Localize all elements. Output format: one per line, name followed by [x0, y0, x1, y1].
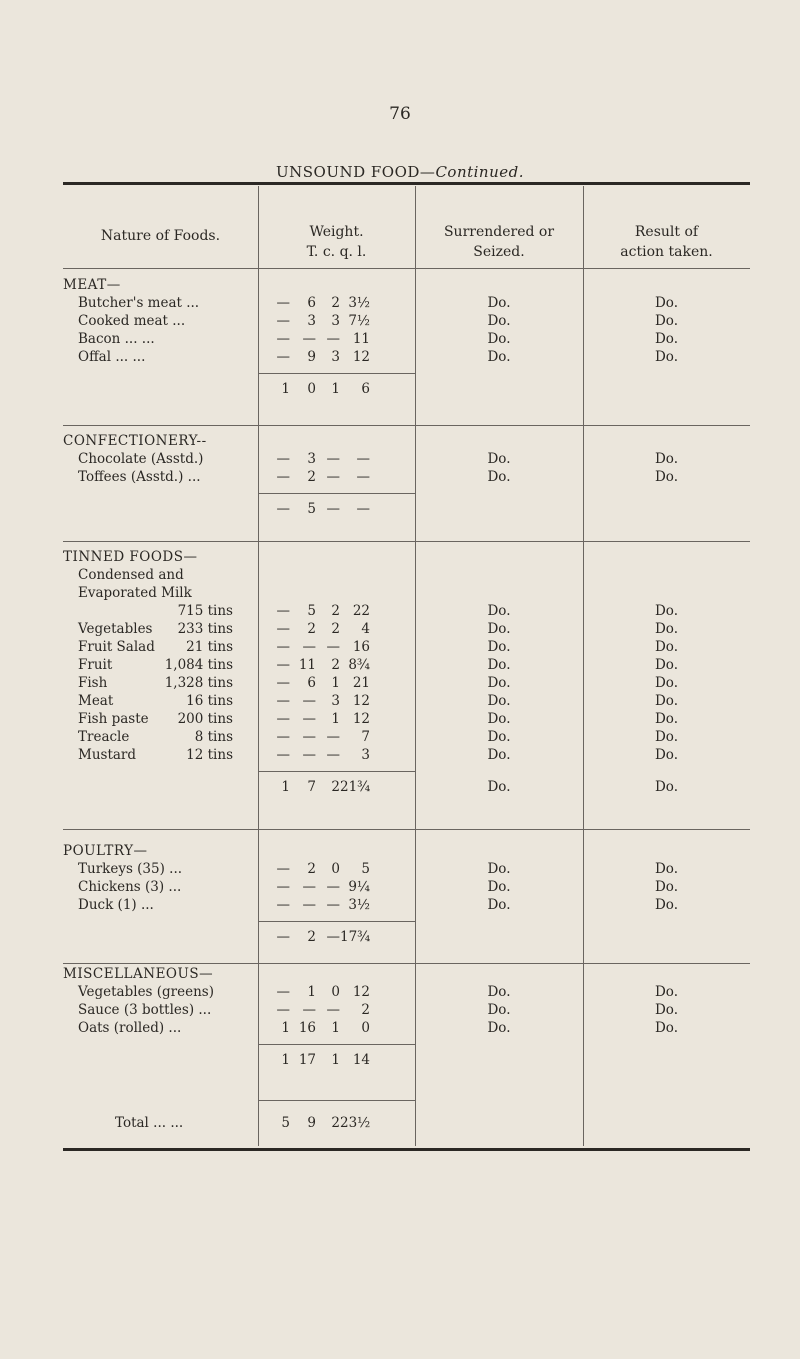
weight-quarters: — — [326, 879, 340, 895]
weight-tons: 1 — [281, 1052, 290, 1068]
item-name: Fruit Salad — [78, 639, 155, 655]
weight-lbs: 12 — [352, 349, 370, 365]
result-cell: Do. — [654, 313, 678, 329]
weight-quarters: — — [326, 469, 340, 485]
weight-cwt: 6 — [307, 675, 316, 691]
item-quantity: 21 tins — [186, 639, 233, 655]
item-name: Fish paste — [78, 711, 149, 727]
weight-tons: 1 — [281, 1020, 290, 1036]
item-name: Fruit — [78, 657, 113, 673]
title-italic: Continued. — [435, 163, 524, 181]
weight-tons: — — [276, 1002, 290, 1018]
table-row-item — [78, 638, 258, 656]
weight-quarters: 0 — [331, 984, 340, 1000]
subtotal-result: Do. — [654, 779, 678, 795]
item-name: Toffees (Asstd.) ... — [78, 469, 201, 485]
weight-cell — [262, 602, 392, 620]
item-name: Meat — [78, 693, 114, 709]
weight-lbs: 9¼ — [348, 879, 370, 895]
item-name: Chickens (3) ... — [78, 879, 182, 895]
header-nature: Nature of Foods. — [100, 228, 221, 244]
surrendered-cell: Do. — [487, 711, 511, 727]
weight-quarters: 2 — [331, 295, 340, 311]
weight-lbs: 6 — [361, 381, 370, 397]
item-name: Evaporated Milk — [78, 585, 192, 601]
weight-lbs: — — [356, 501, 370, 517]
weight-cell — [262, 656, 392, 674]
weight-lbs: 12 — [352, 711, 370, 727]
weight-cwt: 0 — [307, 381, 316, 397]
weight-tons: — — [276, 897, 290, 913]
section-title: TINNED FOODS— — [63, 549, 198, 565]
weight-quarters: 1 — [331, 711, 340, 727]
item-name: Condensed and — [78, 567, 184, 583]
item-name: Offal ... ... — [78, 349, 146, 365]
surrendered-cell: Do. — [487, 451, 511, 467]
weight-cell — [262, 294, 392, 312]
weight-lbs: — — [356, 451, 370, 467]
weight-quarters: 2 — [331, 779, 340, 795]
section-title: POULTRY— — [63, 843, 148, 859]
table-row-item — [78, 983, 258, 1001]
weight-lbs: 5 — [361, 861, 370, 877]
weight-cell — [262, 468, 392, 486]
weight-cwt: 3 — [307, 451, 316, 467]
weight-lbs: 3½ — [348, 295, 370, 311]
table-row-item — [78, 860, 258, 878]
weight-tons: 1 — [281, 381, 290, 397]
weight-lbs: 3½ — [348, 897, 370, 913]
weight-cell — [262, 1019, 392, 1037]
weight-cell — [262, 860, 392, 878]
weight-lbs: 7½ — [348, 313, 370, 329]
header-result: Result of action taken. — [620, 224, 713, 260]
subtotal-weight — [262, 1051, 392, 1069]
weight-tons: — — [276, 879, 290, 895]
surrendered-cell: Do. — [487, 897, 511, 913]
weight-tons: — — [276, 501, 290, 517]
item-name: Fish — [78, 675, 108, 691]
header-rule — [63, 268, 750, 269]
weight-tons: — — [276, 657, 290, 673]
weight-lbs: 2 — [361, 1002, 370, 1018]
section-rule — [63, 541, 750, 542]
surrendered-cell: Do. — [487, 1020, 511, 1036]
weight-cell — [262, 348, 392, 366]
total-weight — [262, 1114, 392, 1132]
weight-cell — [262, 312, 392, 330]
item-name: Chocolate (Asstd.) — [78, 451, 204, 467]
surrendered-cell: Do. — [487, 861, 511, 877]
surrendered-cell: Do. — [487, 603, 511, 619]
table-row-item — [78, 312, 258, 330]
weight-cwt: — — [302, 331, 316, 347]
weight-cell — [262, 566, 392, 584]
weight-cwt: 9 — [307, 349, 316, 365]
weight-lbs: 21¾ — [340, 779, 371, 795]
weight-tons: — — [276, 675, 290, 691]
weight-tons: — — [276, 984, 290, 1000]
header-weight-units: T. c. q. l. — [306, 244, 367, 260]
weight-quarters: 1 — [331, 381, 340, 397]
subtotal-rule — [258, 1044, 415, 1045]
weight-cwt: 11 — [298, 657, 316, 673]
table-row-item — [78, 584, 258, 602]
item-name: Bacon ... ... — [78, 331, 155, 347]
table-row-item — [78, 878, 258, 896]
result-cell: Do. — [654, 295, 678, 311]
result-cell: Do. — [654, 711, 678, 727]
result-cell: Do. — [654, 747, 678, 763]
surrendered-cell: Do. — [487, 984, 511, 1000]
surrendered-cell: Do. — [487, 729, 511, 745]
column-divider — [258, 186, 259, 1146]
item-name: Oats (rolled) ... — [78, 1020, 182, 1036]
weight-quarters: 1 — [331, 1052, 340, 1068]
result-cell: Do. — [654, 984, 678, 1000]
weight-cwt: 6 — [307, 295, 316, 311]
table-row-item — [78, 728, 258, 746]
result-cell: Do. — [654, 639, 678, 655]
weight-quarters: 3 — [331, 313, 340, 329]
weight-cwt: — — [302, 729, 316, 745]
weight-quarters: 2 — [331, 621, 340, 637]
subtotal-weight — [262, 778, 392, 796]
weight-cell — [262, 674, 392, 692]
subtotal-rule — [258, 493, 415, 494]
item-name: Sauce (3 bottles) ... — [78, 1002, 212, 1018]
surrendered-cell: Do. — [487, 693, 511, 709]
table-row-item — [78, 602, 258, 620]
table-row-item — [78, 450, 258, 468]
weight-cwt: 5 — [307, 603, 316, 619]
result-cell: Do. — [654, 331, 678, 347]
weight-cwt: — — [302, 1002, 316, 1018]
item-quantity: 12 tins — [186, 747, 233, 763]
weight-cell — [262, 746, 392, 764]
surrendered-cell: Do. — [487, 313, 511, 329]
item-name: Butcher's meat ... — [78, 295, 200, 311]
weight-cell — [262, 638, 392, 656]
weight-quarters: 2 — [331, 1115, 340, 1131]
table-row-item — [78, 1019, 258, 1037]
weight-quarters: — — [326, 451, 340, 467]
table-row-item — [78, 620, 258, 638]
header-surrendered: Surrendered or Seized. — [443, 224, 555, 260]
surrendered-cell: Do. — [487, 331, 511, 347]
weight-cwt: 16 — [298, 1020, 316, 1036]
weight-quarters: — — [326, 897, 340, 913]
item-quantity: 8 tins — [194, 729, 233, 745]
result-cell: Do. — [654, 1002, 678, 1018]
section-rule — [63, 829, 750, 830]
weight-quarters: 3 — [331, 349, 340, 365]
total-label: Total ... ... — [115, 1115, 184, 1131]
weight-tons: — — [276, 603, 290, 619]
weight-lbs: 7 — [361, 729, 370, 745]
surrendered-cell: Do. — [487, 657, 511, 673]
table-row-item — [78, 1001, 258, 1019]
surrendered-cell: Do. — [487, 349, 511, 365]
weight-tons: — — [276, 711, 290, 727]
item-quantity: 200 tins — [177, 711, 233, 727]
result-cell: Do. — [654, 469, 678, 485]
weight-cwt: 1 — [307, 984, 316, 1000]
subtotal-weight — [262, 928, 392, 946]
weight-lbs: 14 — [352, 1052, 370, 1068]
weight-tons: — — [276, 693, 290, 709]
weight-tons: — — [276, 331, 290, 347]
item-name: Duck (1) ... — [78, 897, 154, 913]
weight-quarters: — — [326, 501, 340, 517]
result-cell: Do. — [654, 897, 678, 913]
result-cell: Do. — [654, 879, 678, 895]
weight-cwt: — — [302, 639, 316, 655]
table-row-item — [78, 896, 258, 914]
table-row-item — [78, 674, 258, 692]
result-cell: Do. — [654, 451, 678, 467]
subtotal-rule — [258, 373, 415, 374]
item-quantity: 715 tins — [177, 603, 233, 619]
weight-cell — [262, 896, 392, 914]
section-title: MEAT— — [63, 277, 121, 293]
surrendered-cell: Do. — [487, 675, 511, 691]
weight-quarters: 2 — [331, 603, 340, 619]
weight-cwt: 2 — [307, 861, 316, 877]
weight-tons: — — [276, 929, 290, 945]
weight-tons: — — [276, 313, 290, 329]
weight-tons: — — [276, 621, 290, 637]
item-name: Cooked meat ... — [78, 313, 186, 329]
surrendered-cell: Do. — [487, 1002, 511, 1018]
weight-cwt: — — [302, 747, 316, 763]
weight-tons: — — [276, 469, 290, 485]
weight-lbs: 23½ — [340, 1115, 371, 1131]
weight-lbs: 12 — [352, 693, 370, 709]
section-title: MISCELLANEOUS— — [63, 966, 214, 982]
weight-cwt: — — [302, 897, 316, 913]
surrendered-cell: Do. — [487, 621, 511, 637]
weight-lbs: 0 — [361, 1020, 370, 1036]
weight-lbs: 16 — [352, 639, 370, 655]
item-quantity: 1,084 tins — [164, 657, 233, 673]
weight-tons: — — [276, 451, 290, 467]
header-weight: Weight. — [309, 224, 364, 240]
surrendered-cell: Do. — [487, 747, 511, 763]
result-cell: Do. — [654, 349, 678, 365]
weight-quarters: 1 — [331, 1020, 340, 1036]
title-main: UNSOUND FOOD— — [276, 163, 436, 181]
table-row-item — [78, 330, 258, 348]
weight-cell — [262, 878, 392, 896]
weight-lbs: 12 — [352, 984, 370, 1000]
weight-quarters: 2 — [331, 657, 340, 673]
top-rule — [63, 182, 750, 185]
weight-cwt: 3 — [307, 313, 316, 329]
total-rule — [258, 1100, 415, 1101]
bottom-rule — [63, 1148, 750, 1151]
result-cell: Do. — [654, 603, 678, 619]
weight-lbs: 17¾ — [340, 929, 371, 945]
item-name: Vegetables — [78, 621, 153, 637]
table-row-item — [78, 746, 258, 764]
weight-cwt: — — [302, 879, 316, 895]
weight-lbs: 21 — [352, 675, 370, 691]
weight-quarters: 1 — [331, 675, 340, 691]
section-rule — [63, 425, 750, 426]
surrendered-cell: Do. — [487, 295, 511, 311]
subtotal-rule — [258, 771, 415, 772]
weight-quarters: 0 — [331, 861, 340, 877]
result-cell: Do. — [654, 1020, 678, 1036]
table-row-item — [78, 294, 258, 312]
weight-cwt: 2 — [307, 621, 316, 637]
table-row-item — [78, 348, 258, 366]
weight-cwt: 7 — [307, 779, 316, 795]
result-cell: Do. — [654, 657, 678, 673]
weight-cell — [262, 983, 392, 1001]
table-row-item — [78, 710, 258, 728]
weight-lbs: 22 — [352, 603, 370, 619]
weight-quarters: — — [326, 639, 340, 655]
section-title: CONFECTIONERY-- — [63, 433, 207, 449]
item-quantity: 16 tins — [186, 693, 233, 709]
page-number: 76 — [389, 104, 411, 124]
result-cell: Do. — [654, 621, 678, 637]
item-name: Vegetables (greens) — [78, 984, 215, 1000]
weight-tons: — — [276, 295, 290, 311]
weight-tons: — — [276, 639, 290, 655]
weight-lbs: 4 — [361, 621, 370, 637]
weight-tons: — — [276, 861, 290, 877]
weight-tons: 5 — [281, 1115, 290, 1131]
item-name: Turkeys (35) ... — [78, 861, 183, 877]
weight-cwt: 2 — [307, 929, 316, 945]
surrendered-cell: Do. — [487, 639, 511, 655]
weight-lbs: 3 — [361, 747, 370, 763]
weight-cell — [262, 728, 392, 746]
weight-quarters: — — [326, 747, 340, 763]
table-row-item — [78, 692, 258, 710]
page-title — [0, 163, 800, 181]
weight-cell — [262, 692, 392, 710]
subtotal-surrendered: Do. — [487, 779, 511, 795]
weight-cell — [262, 584, 392, 602]
result-cell: Do. — [654, 729, 678, 745]
weight-quarters: 3 — [331, 693, 340, 709]
item-name: Mustard — [78, 747, 137, 763]
result-cell: Do. — [654, 675, 678, 691]
weight-cwt: 2 — [307, 469, 316, 485]
weight-cwt: 5 — [307, 501, 316, 517]
weight-tons: 1 — [281, 779, 290, 795]
weight-lbs: 11 — [352, 331, 370, 347]
item-quantity: 1,328 tins — [164, 675, 233, 691]
subtotal-rule — [258, 921, 415, 922]
weight-quarters: — — [326, 729, 340, 745]
weight-cell — [262, 1001, 392, 1019]
weight-tons: — — [276, 729, 290, 745]
surrendered-cell: Do. — [487, 879, 511, 895]
item-quantity: 233 tins — [177, 621, 233, 637]
weight-lbs: — — [356, 469, 370, 485]
subtotal-weight — [262, 380, 392, 398]
weight-cwt: — — [302, 693, 316, 709]
weight-cwt: 9 — [307, 1115, 316, 1131]
table-row-item — [78, 468, 258, 486]
section-rule — [63, 963, 750, 964]
weight-cell — [262, 620, 392, 638]
result-cell: Do. — [654, 861, 678, 877]
weight-cell — [262, 330, 392, 348]
weight-lbs: 8¾ — [348, 657, 370, 673]
weight-quarters: — — [326, 929, 340, 945]
table-row-item — [78, 656, 258, 674]
weight-cell — [262, 450, 392, 468]
weight-tons: — — [276, 349, 290, 365]
result-cell: Do. — [654, 693, 678, 709]
item-name: Treacle — [78, 729, 130, 745]
weight-quarters: — — [326, 331, 340, 347]
table-row-item — [78, 566, 258, 584]
weight-cwt: 17 — [298, 1052, 316, 1068]
weight-tons: — — [276, 747, 290, 763]
subtotal-weight — [262, 500, 392, 518]
weight-cell — [262, 710, 392, 728]
surrendered-cell: Do. — [487, 469, 511, 485]
weight-cwt: — — [302, 711, 316, 727]
weight-quarters: — — [326, 1002, 340, 1018]
